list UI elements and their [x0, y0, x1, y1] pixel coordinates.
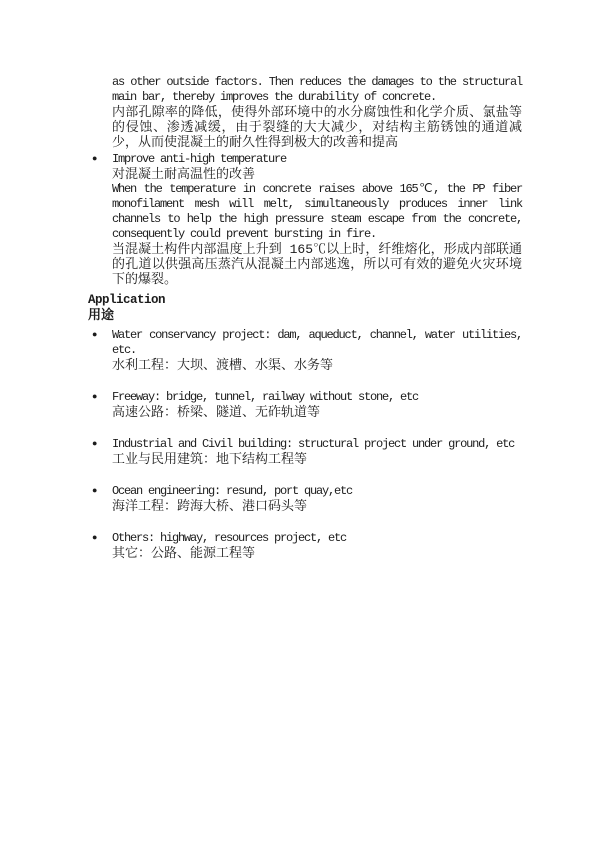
application-item-zh: 高速公路：桥梁、隧道、无砟轨道等: [112, 405, 321, 420]
application-item: [92, 484, 522, 514]
feature-body-en: When the temperature in concrete raises above 165℃, the PP fiber monofilament mesh will melt, simultaneously produces inner link channels to help the high pressure steam escape from the concrete, consequently could prevent bursting in fire.: [112, 182, 522, 241]
application-item-en: Industrial and Civil building: structural project under ground, etc: [112, 437, 515, 451]
feature-title-zh: 对混凝土耐高温性的改善: [112, 167, 256, 182]
intro-paragraph-en: as other outside factors. Then reduces the damages to the structural main bar, thereby improves the durability of concrete.: [112, 75, 522, 104]
application-item-zh: 其它：公路、能源工程等: [112, 546, 256, 561]
feature-title-en: Improve anti-high temperature: [112, 152, 287, 166]
feature-bullet-item: [88, 152, 522, 287]
application-item-zh: 水利工程：大坝、渡槽、水渠、水务等: [112, 358, 334, 373]
application-list: [88, 328, 522, 561]
application-item: [92, 531, 522, 561]
application-item-en: Freeway: bridge, tunnel, railway without stone, etc: [112, 390, 419, 404]
document-content: [88, 75, 522, 578]
application-item: [92, 390, 522, 420]
bullet-icon: ●: [92, 392, 98, 402]
bullet-icon: ●: [92, 486, 98, 496]
application-item-zh: 工业与民用建筑：地下结构工程等: [112, 452, 308, 467]
application-heading-zh: 用途: [88, 308, 115, 323]
application-heading-en: Application: [88, 293, 166, 307]
bullet-icon: ●: [92, 533, 98, 543]
application-item-en: Others: highway, resources project, etc: [112, 531, 347, 545]
application-item-zh: 海洋工程：跨海大桥、港口码头等: [112, 499, 308, 514]
application-item-en: Ocean engineering: resund, port quay,etc: [112, 484, 353, 498]
bullet-icon: ●: [92, 439, 98, 449]
bullet-icon: ●: [92, 330, 98, 340]
feature-body-zh: 当混凝土构件内部温度上升到 165℃以上时，纤维熔化，形成内部联通的孔道以供强高压蒸汽从混凝土内部逃逸，所以可有效的避免火灾环境下的爆裂。: [112, 242, 522, 287]
intro-paragraph-zh: 内部孔隙率的降低，使得外部环境中的水分腐蚀性和化学介质、氯盐等的侵蚀、渗透减缓，由于裂缝的大大减少，对结构主筋锈蚀的通道减少，从而使混凝土的耐久性得到极大的改善和提高: [112, 105, 522, 150]
application-item: [92, 328, 522, 373]
bullet-icon: ●: [92, 154, 98, 164]
application-item: [92, 437, 522, 467]
application-item-en: Water conservancy project: dam, aqueduct, channel, water utilities, etc.: [112, 328, 522, 357]
